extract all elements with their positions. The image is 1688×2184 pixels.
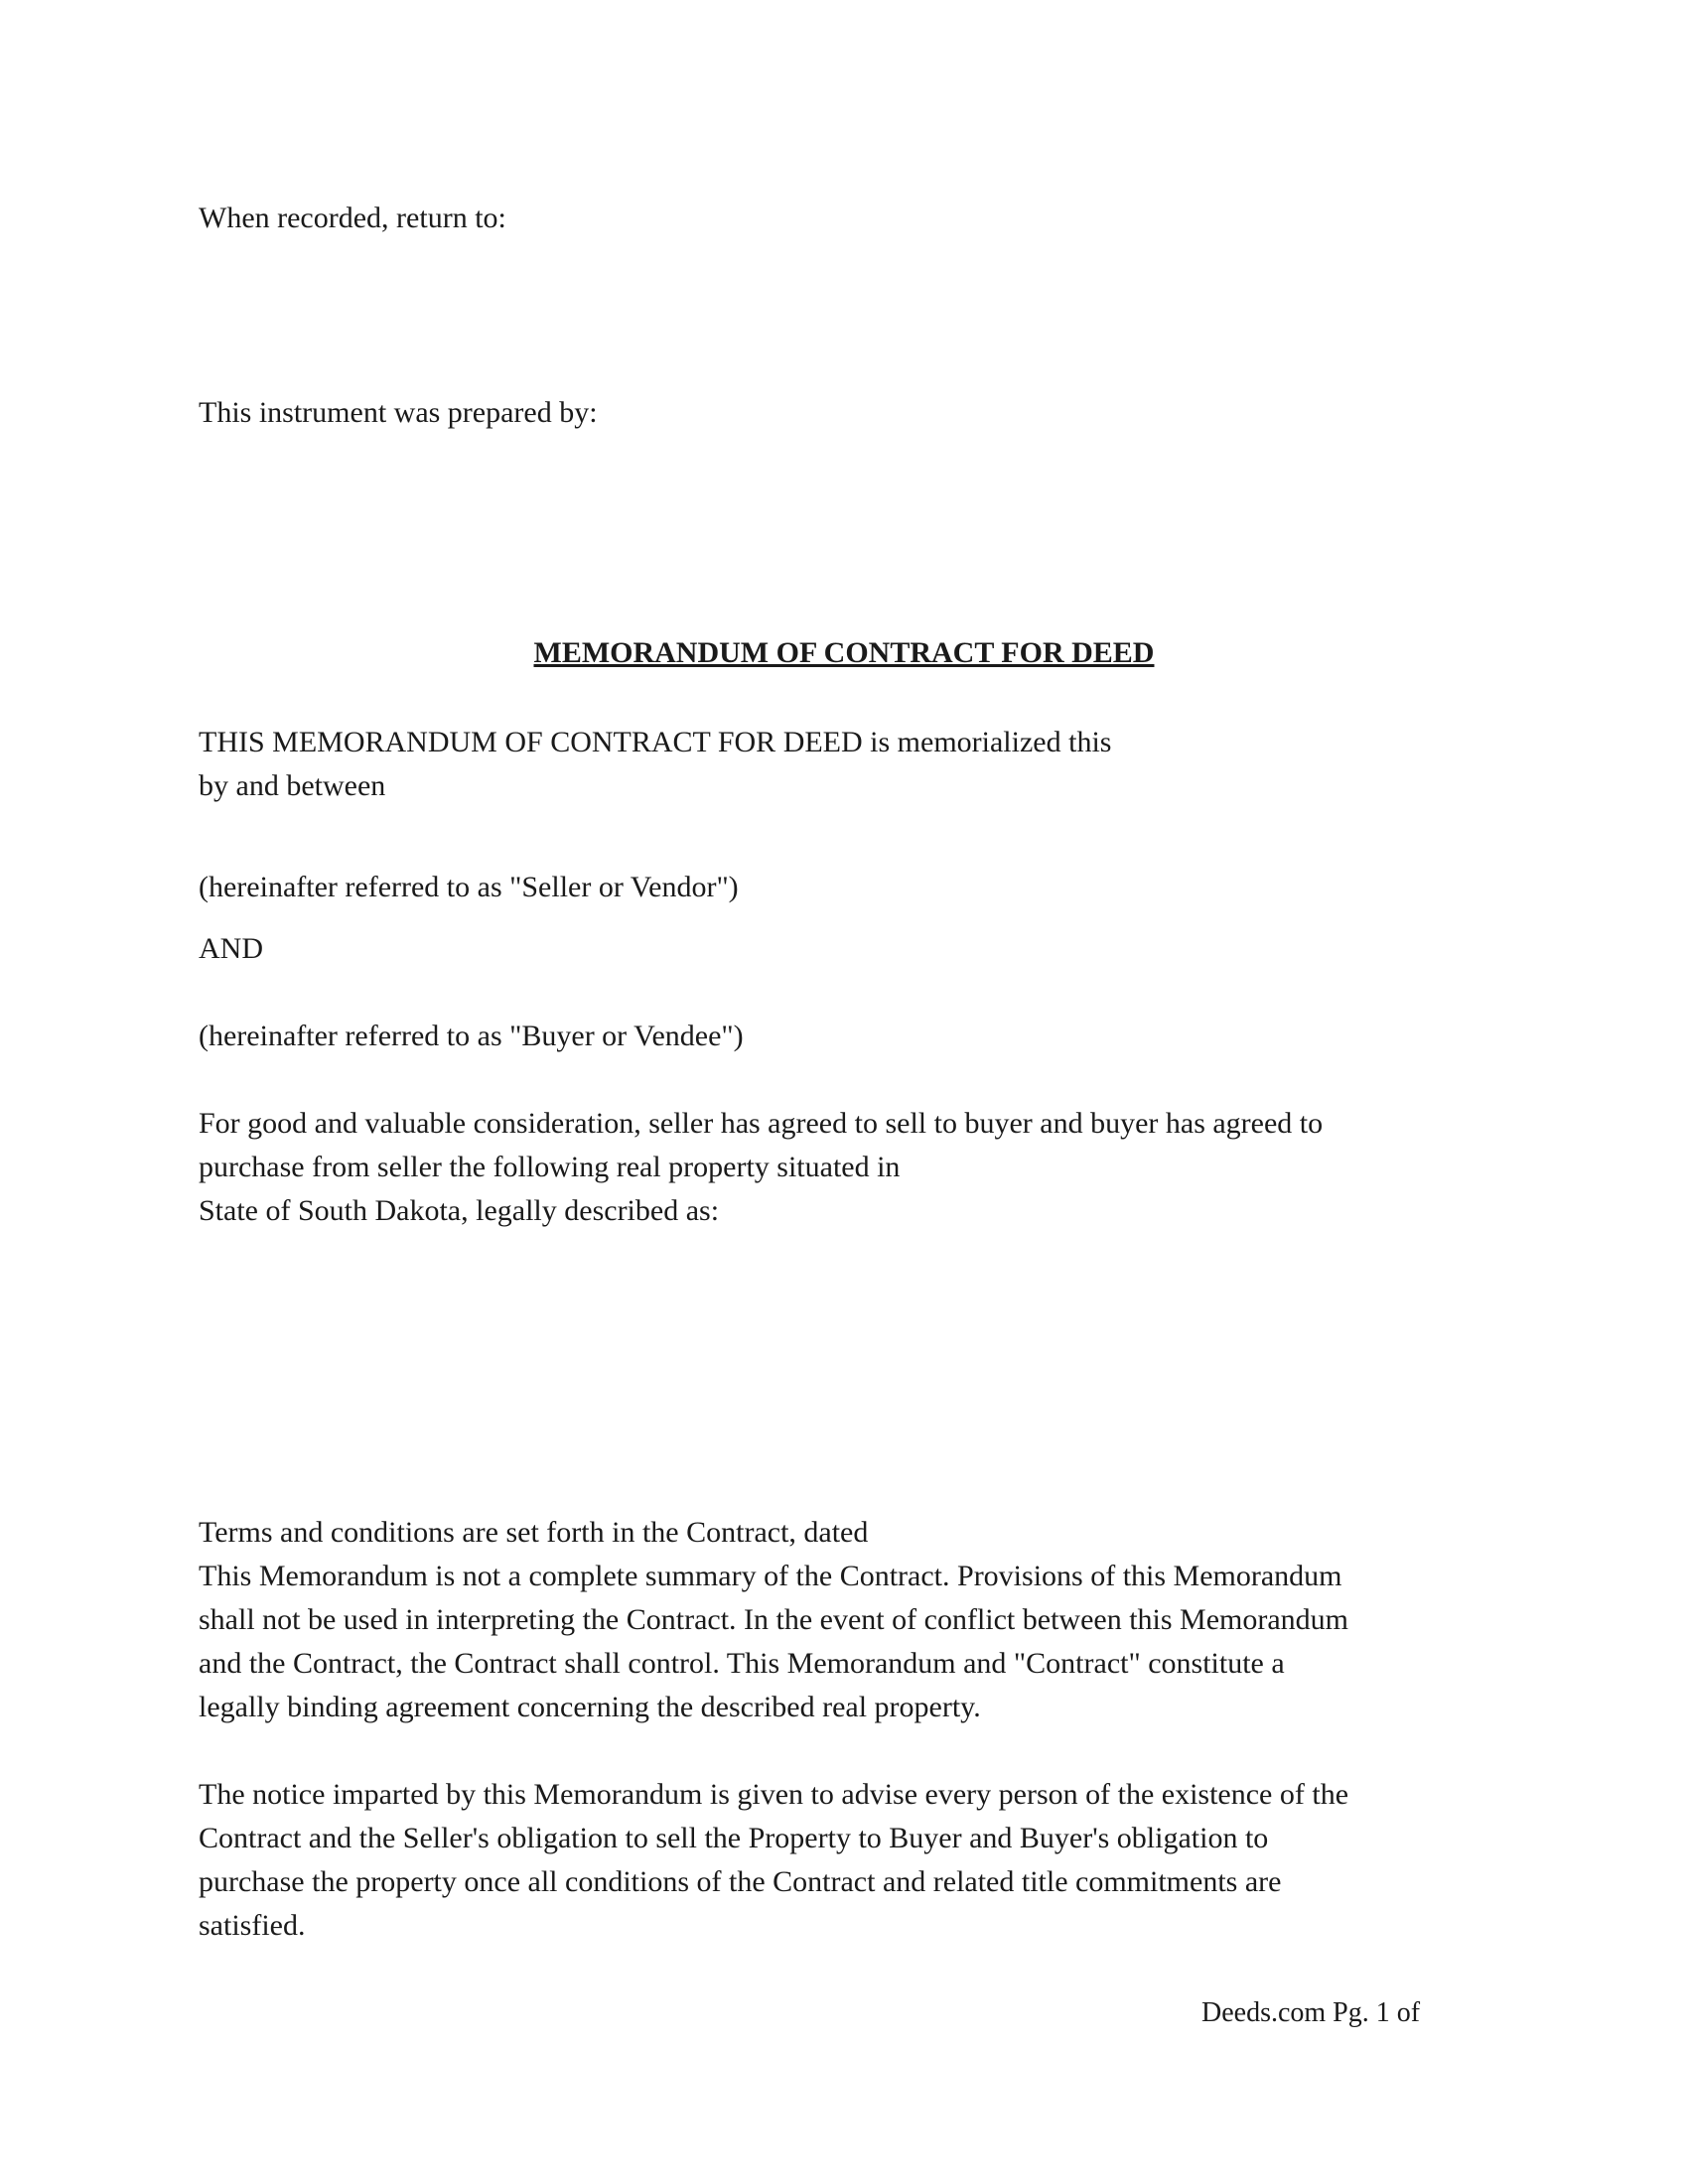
consideration-paragraph bbox=[199, 1102, 1489, 1233]
consideration-line: State of South Dakota, legally described as: bbox=[199, 1194, 720, 1227]
notice-line: Contract and the Seller's obligation to sell the Property to Buyer and Buyer's obligation to bbox=[199, 1822, 1269, 1854]
notice-line: purchase the property once all conditions of the Contract and related title commitments are bbox=[199, 1865, 1282, 1898]
document-title: MEMORANDUM OF CONTRACT FOR DEED bbox=[533, 636, 1155, 669]
notice-line: The notice imparted by this Memorandum is given to advise every person of the existence of the bbox=[199, 1778, 1349, 1811]
consideration-line: For good and valuable consideration, seller has agreed to sell to buyer and buyer has agreed to bbox=[199, 1107, 1324, 1140]
return-to-label: When recorded, return to: bbox=[199, 202, 506, 234]
seller-reference: (hereinafter referred to as "Seller or Vendor") bbox=[199, 871, 739, 903]
page-footer: Deeds.com Pg. 1 of bbox=[1201, 1997, 1421, 2028]
intro-paragraph bbox=[199, 721, 1489, 808]
consideration-line: purchase from seller the following real property situated in bbox=[199, 1151, 901, 1183]
terms-line: legally binding agreement concerning the described real property. bbox=[199, 1691, 981, 1723]
terms-line: and the Contract, the Contract shall control. This Memorandum and "Contract" constitute a bbox=[199, 1647, 1285, 1680]
terms-paragraph bbox=[199, 1511, 1489, 1729]
intro-line: THIS MEMORANDUM OF CONTRACT FOR DEED is memorialized this bbox=[199, 726, 1112, 758]
notice-line: satisfied. bbox=[199, 1909, 306, 1942]
terms-line: Terms and conditions are set forth in the Contract, dated bbox=[199, 1516, 869, 1549]
intro-line: by and between bbox=[199, 769, 386, 802]
buyer-reference: (hereinafter referred to as "Buyer or Vendee") bbox=[199, 1020, 744, 1052]
terms-line: This Memorandum is not a complete summary of the Contract. Provisions of this Memorandum bbox=[199, 1560, 1342, 1592]
prepared-by-label: This instrument was prepared by: bbox=[199, 396, 598, 429]
terms-line: shall not be used in interpreting the Contract. In the event of conflict between this Memorandum bbox=[199, 1603, 1349, 1636]
and-conjunction: AND bbox=[199, 932, 263, 965]
notice-paragraph bbox=[199, 1773, 1489, 1948]
